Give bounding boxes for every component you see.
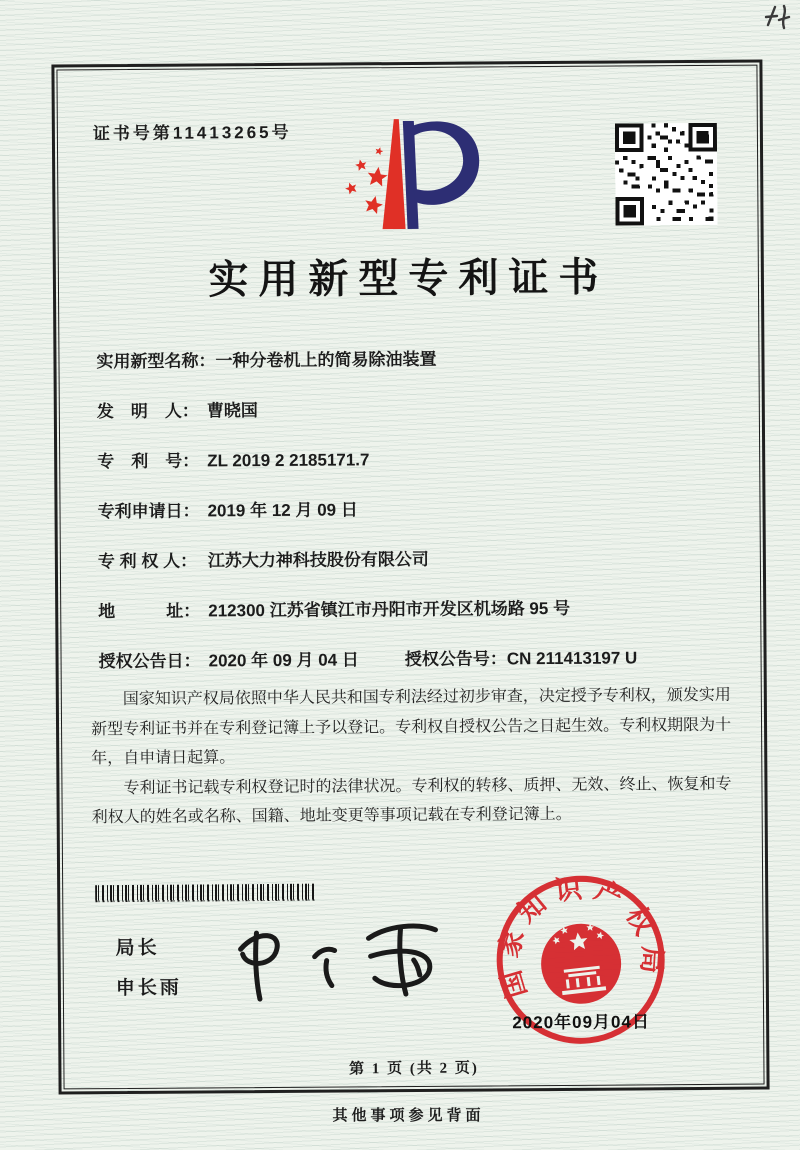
field-label: 专利申请日： [97, 501, 200, 522]
field-row-patentee [98, 544, 738, 576]
signer-title: 局长 [115, 937, 160, 960]
field-value: CN 211413197 U [506, 648, 638, 669]
field-label: 发 明 人： [96, 401, 199, 422]
qr-code [615, 123, 718, 226]
field-value: 曹晓国 [206, 401, 258, 421]
field-row-patent-number [97, 444, 737, 476]
field-label: 地 址： [98, 601, 201, 622]
legal-paragraphs [91, 681, 736, 833]
legal-paragraph-2: 专利证书记载专利权登记时的法律状况。专利权的转移、质押、无效、终止、恢复和专利权人的姓名或名称、国籍、地址变更等事项记载在专利登记簿上。 [91, 775, 732, 827]
field-label: 授权公告号： [404, 649, 507, 670]
seal-text: 国家知识产权局 [493, 872, 668, 1002]
field-label: 专 利 号： [97, 451, 200, 472]
field-row-inventor [97, 394, 737, 426]
field-row-address [98, 594, 738, 626]
certificate-number: 证书号第11413265号 [92, 122, 292, 144]
back-note: 其他事项参见背面 [332, 1108, 485, 1124]
certificate-title: 实用新型专利证书 [208, 254, 609, 303]
field-label: 实用新型名称： [96, 351, 216, 372]
field-value: 2019 年 12 月 09 日 [207, 500, 358, 521]
field-value: ZL 2019 2 2185171.7 [207, 450, 370, 471]
handwritten-signature [218, 903, 459, 1017]
field-value: 2020 年 09 月 04 日 [208, 650, 359, 671]
field-grant-date [99, 650, 359, 671]
field-value: 212300 江苏省镇江市丹阳市开发区机场路 95 号 [208, 598, 571, 621]
barcode [95, 884, 315, 903]
legal-paragraph-1: 国家知识产权局依照中华人民共和国专利法经过初步审查，决定授予专利权，颁发实用新型专利证书并在专利登记簿上予以登记。专利权自授权公告之日起生效。专利权期限为十年，自申请日起算。 [90, 686, 732, 768]
page-number: 第 1 页 (共 2 页) [349, 1060, 479, 1078]
seal-date: 2020年09月04日 [512, 1012, 650, 1033]
field-row-filing-date [97, 494, 737, 526]
certificate-frame [51, 60, 769, 1095]
national-emblem-icon [537, 920, 625, 1008]
signer-name: 申长雨 [115, 977, 182, 1000]
cnipa-logo-icon [327, 110, 500, 239]
field-row-name [96, 344, 736, 376]
pen-mark [758, 3, 794, 39]
field-value: 江苏大力神科技股份有限公司 [207, 549, 429, 571]
field-grant-number [405, 648, 638, 669]
field-value: 一种分卷机上的简易除油装置 [215, 349, 437, 371]
field-list [96, 344, 738, 698]
field-row-grant [98, 644, 738, 676]
field-label: 专 利 权 人： [97, 551, 198, 572]
field-label: 授权公告日： [98, 651, 201, 672]
